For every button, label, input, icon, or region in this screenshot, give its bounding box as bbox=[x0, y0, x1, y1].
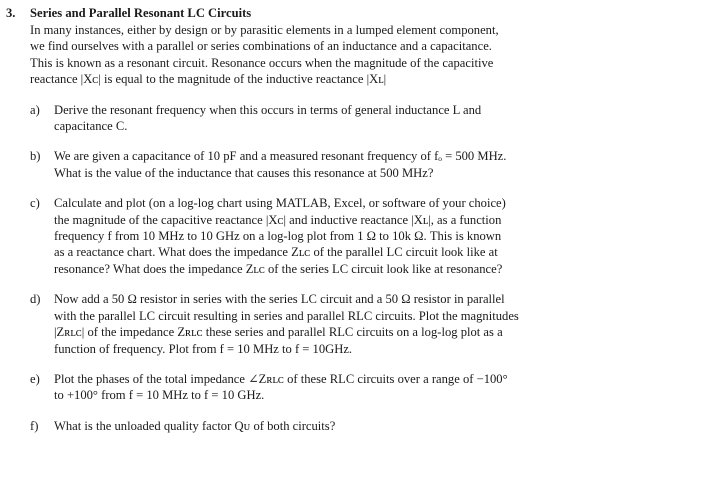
question-line: frequency f from 10 MHz to 10 GHz on a log-log plot from 1 Ω to 10k Ω. This is known bbox=[54, 229, 502, 244]
question-label: e) bbox=[30, 371, 40, 386]
section-heading bbox=[6, 5, 696, 22]
question-label: a) bbox=[30, 102, 40, 117]
question-line: Derive the resonant frequency when this occurs in terms of general inductance L and bbox=[54, 102, 482, 117]
question-line: What is the unloaded quality factor Qᴜ of both circuits? bbox=[54, 418, 336, 433]
question-item-d bbox=[30, 291, 574, 357]
question-line: What is the value of the inductance that causes this resonance at 500 MHz? bbox=[54, 165, 434, 180]
question-line: the magnitude of the capacitive reactance |Xᴄ| and inductive reactance |Xʟ|, as a function bbox=[54, 212, 502, 227]
intro-line: This is known as a resonant circuit. Resonance occurs when the magnitude of the capacitive bbox=[30, 55, 494, 70]
question-item-e bbox=[30, 371, 574, 404]
question-line: capacitance C. bbox=[54, 119, 128, 134]
question-line: as a reactance chart. What does the impedance Zʟᴄ of the parallel LC circuit look like at bbox=[54, 245, 498, 260]
question-item-f bbox=[30, 418, 574, 434]
section-title: Series and Parallel Resonant LC Circuits bbox=[30, 6, 252, 20]
question-label: d) bbox=[30, 292, 41, 307]
section-number: 3. bbox=[6, 6, 16, 20]
question-line: |Zʀʟᴄ| of the impedance Zʀʟᴄ these series and parallel RLC circuits on a log-log plot as a bbox=[54, 325, 503, 340]
question-label: f) bbox=[30, 418, 39, 433]
question-line: Now add a 50 Ω resistor in series with the series LC circuit and a 50 Ω resistor in parallel bbox=[54, 292, 505, 307]
question-line: function of frequency. Plot from f = 10 MHz to f = 10GHz. bbox=[54, 341, 353, 356]
intro-line: In many instances, either by design or by parasitic elements in a lumped element component, bbox=[30, 23, 499, 37]
intro-line: we find ourselves with a parallel or series combinations of an inductance and a capacitance. bbox=[30, 39, 492, 54]
question-item-c bbox=[30, 195, 574, 277]
question-line: Plot the phases of the total impedance ∠Zʀʟᴄ of these RLC circuits over a range of −100° bbox=[54, 371, 508, 386]
intro-line: reactance |Xᴄ| is equal to the magnitude of the inductive reactance |Xʟ| bbox=[30, 72, 387, 87]
question-item-b bbox=[30, 148, 574, 181]
intro-paragraph bbox=[30, 22, 571, 88]
question-label: b) bbox=[30, 149, 41, 164]
question-line: resonance? What does the impedance Zʟᴄ of the series LC circuit look like at resonance? bbox=[54, 261, 503, 276]
question-label: c) bbox=[30, 196, 40, 211]
question-line: with the parallel LC circuit resulting in series and parallel RLC circuits. Plot the magnitudes bbox=[54, 308, 519, 323]
question-item-a bbox=[30, 102, 574, 135]
question-line: to +100° from f = 10 MHz to f = 10 GHz. bbox=[54, 388, 265, 403]
question-list bbox=[30, 102, 574, 435]
document-page bbox=[6, 5, 696, 434]
question-line: Calculate and plot (on a log-log chart using MATLAB, Excel, or software of your choice) bbox=[54, 196, 506, 211]
question-line: We are given a capacitance of 10 pF and a measured resonant frequency of fₒ = 500 MHz. bbox=[54, 149, 507, 164]
